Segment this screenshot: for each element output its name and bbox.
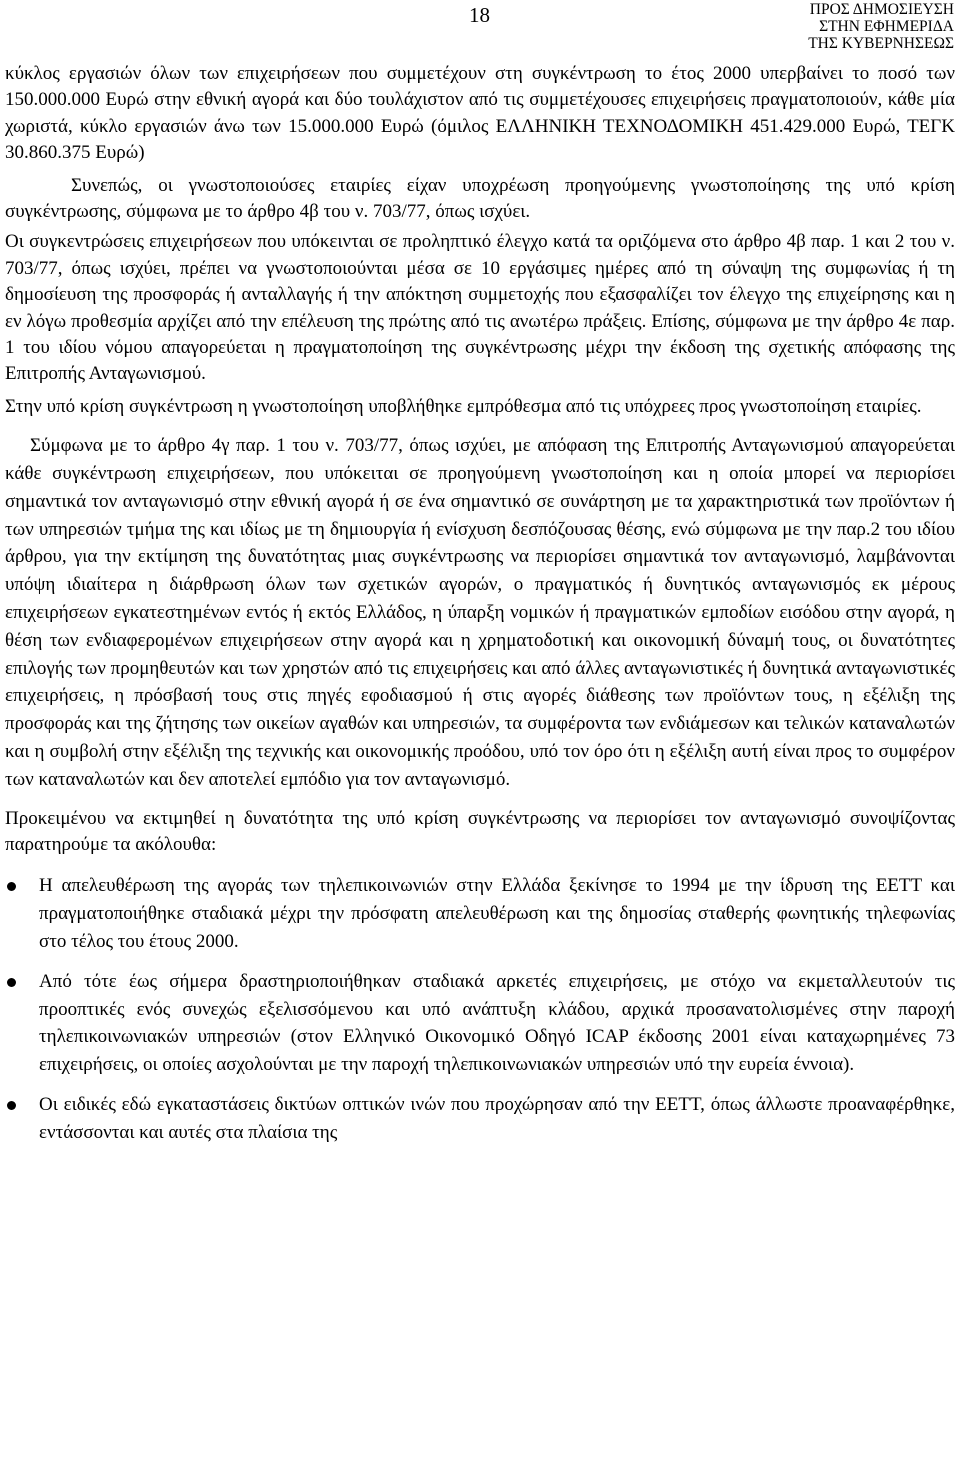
paragraph-article-4g: Σύμφωνα με το άρθρο 4γ παρ. 1 του ν. 703/77, όπως ισχύει, με απόφαση της Επιτροπής Ανταγωνισμού απαγορεύεται κάθε συγκέντρωση επιχειρήσεων, που υπόκειται σε προηγούμενη γνωστοποίηση και η οποία μπορεί να περιορίσει σημαντικά τον ανταγωνισμό στην εθνική αγορά ή σε ένα σημαντικό σε συνάρτηση με τα χαρακτηριστικά των προϊόντων ή των υπηρεσιών τμήμα της και ιδίως με τη δημιουργία ή ενίσχυση δεσπόζουσας θέσης, ενώ σύμφωνα με την παρ.2 του ιδίου άρθρου, για την εκτίμηση της δυνατότητας μιας συγκέντρωσης να περιορίσει σημαντικά τον ανταγωνισμό, λαμβάνονται υπόψη ιδιαίτερα η διάρθρωση όλων των σχετικών αγορών, ο πραγματικός ή δυνητικός ανταγωνισμός εκ μέρους επιχειρήσεων εγκατεστημένων εντός ή εκτός Ελλάδος, η ύπαρξη νομικών ή πραγματικών εμποδίων εισόδου στην αγορά, η θέση των ενδιαφερομένων επιχειρήσεων στην αγορά και η χρηματοδοτική και οικονομική δύναμή τους, οι δυνατότητες επιλογής των προμηθευτών και των χρηστών από τις επιχειρήσεις και από άλλες ανταγωνιστικές ή δυνητικά ανταγωνιστικές επιχειρήσεις, η πρόσβασή τους στις πηγές εφοδιασμού ή στις αγορές διάθεσης των προϊόντων τους, η εξέλιξη της προσφοράς και της ζήτησης των οικείων αγαθών και υπηρεσιών, τα συμφέροντα των ενδιάμεσων και τελικών καταναλωτών και η συμβολή στην εξέλιξη της τεχνικής και οικονομικής προόδου, υπό τον όρο ότι η εξέλιξη αυτή είναι προς το συμφέρον των καταναλωτών και δεν αποτελεί εμπόδιο για τον ανταγωνισμό. (5, 435, 955, 790)
list-item-text: Η απελευθέρωση της αγοράς των τηλεπικοινωνιών στην Ελλάδα ξεκίνησε το 1994 με την ίδρυση της ΕΕΤΤ και πραγματοποιήθηκε σταδιακά μέχρι την πρόσφατη απελευθέρωση και της δημοσίας σταθερής φωνητικής τηλεφωνίας στο τέλος του έτους 2000. (39, 875, 955, 953)
list-item-text: Από τότε έως σήμερα δραστηριοποιήθηκαν σταδιακά αρκετές επιχειρήσεις, με στόχο να εκμεταλλευτούν τις προοπτικές ενός συνεχώς εξελισσόμενου και υπό ανάπτυξη κλάδου, αρχικά προσανατολισμένες στην παροχή τηλεπικοινωνιακών υπηρεσιών (στον Ελληνικό Οικονομικό Οδηγό ICAP έκδοσης 2001 είναι καταχωρημένες 73 επιχειρήσεις, οι οποίες ασχολούνται με την παροχή τηλεπικοινωνιακών υπηρεσιών υπό την ευρεία έννοια). (39, 970, 955, 1076)
publication-note-line: ΠΡΟΣ ΔΗΜΟΣΙΕΥΣΗ (809, 1, 954, 18)
publication-note (808, 1, 954, 52)
page-header (0, 0, 960, 60)
observations-list (5, 872, 955, 1146)
list-item-text: Οι ειδικές εδώ εγκαταστάσεις δικτύων οπτικών ινών που προχώρησαν από την ΕΕΤΤ, όπως άλλωστε προαναφέρθηκε, εντάσσονται και αυτές στα πλαίσια της (39, 1094, 955, 1143)
bullet-icon (7, 882, 16, 891)
publication-note-line: ΣΤΗΝ ΕΦΗΜΕΡΙΔΑ (819, 18, 954, 35)
list-item (5, 1091, 955, 1147)
list-item (5, 968, 955, 1079)
document-body (5, 61, 955, 1159)
paragraph-summary-intro: Προκειμένου να εκτιμηθεί η δυνατότητα της υπό κρίση συγκέντρωσης να περιορίσει τον ανταγωνισμό συνοψίζοντας παρατηρούμε τα ακόλουθα: (5, 807, 955, 856)
bullet-icon (7, 1101, 16, 1110)
list-item (5, 872, 955, 955)
paragraph-timely-submission: Στην υπό κρίση συγκέντρωση η γνωστοποίηση υποβλήθηκε εμπρόθεσμα από τις υπόχρεες προς γνωστοποίηση εταιρίες. (5, 395, 922, 417)
bullet-icon (7, 978, 16, 987)
paragraph-notification-deadline: Οι συγκεντρώσεις επιχειρήσεων που υπόκεινται σε προληπτικό έλεγχο κατά τα οριζόμενα στο άρθρο 4β παρ. 1 και 2 του ν. 703/77, όπως ισχύει, πρέπει να γνωστοποιούνται μέσα σε 10 εργάσιμες ημέρες από τη σύναψη της συμφωνίας ή τη δημοσίευση της προσφοράς ή ανταλλαγής ή την απόκτηση συμμετοχής που εξασφαλίζει τον έλεγχο της επιχείρησης και η εν λόγω προθεσμία αρχίζει από την επέλευση της πρώτης από τις ανωτέρω πράξεις. Επίσης, σύμφωνα με την άρθρο 4ε παρ. 1 του ιδίου νόμου απαγορεύεται η πραγματοποίηση της συγκέντρωσης μέχρι την έκδοση της σχετικής απόφασης της Επιτροπής Ανταγωνισμού. (5, 231, 955, 385)
publication-note-line: ΤΗΣ ΚΥΒΕΡΝΗΣΕΩΣ (808, 35, 954, 52)
paragraph-obligation: Συνεπώς, οι γνωστοποιούσες εταιρίες είχαν υποχρέωση προηγούμενης γνωστοποίησης της υπό κρίση συγκέντρωσης, σύμφωνα με το άρθρο 4β του ν. 703/77, όπως ισχύει. (5, 174, 955, 223)
page-number: 18 (469, 3, 490, 27)
paragraph-turnover: κύκλος εργασιών όλων των επιχειρήσεων που συμμετέχουν στη συγκέντρωση το έτος 2000 υπερβαίνει το ποσό των 150.000.000 Ευρώ στην εθνική αγορά και δύο τουλάχιστον από τις συμμετέχουσες επιχειρήσεις πραγματοποιούν, κάθε μία χωριστά, κύκλο εργασιών άνω των 15.000.000 Ευρώ (όμιλος ΕΛΛΗΝΙΚΗ ΤΕΧΝΟΔΟΜΙΚΗ 451.429.000 Ευρώ, ΤΕΓΚ 30.860.375 Ευρώ) (5, 63, 955, 164)
